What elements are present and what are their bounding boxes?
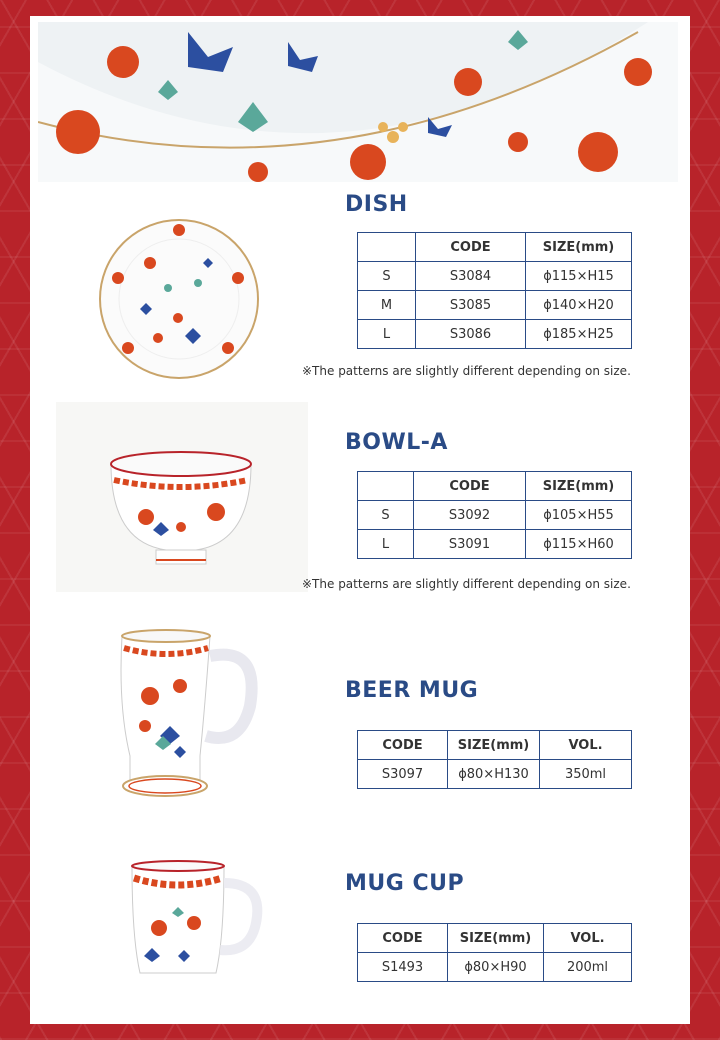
mug-cup-title: MUG CUP bbox=[345, 871, 465, 896]
table-header-cell: SIZE(mm) bbox=[526, 233, 632, 262]
dimension-cell: ϕ140×H20 bbox=[526, 291, 632, 320]
dimension-cell: ϕ185×H25 bbox=[526, 320, 632, 349]
beer-mug-title: BEER MUG bbox=[345, 678, 479, 703]
table-row bbox=[358, 530, 632, 559]
bowl-title: BOWL-A bbox=[345, 430, 448, 455]
table-header-cell: CODE bbox=[416, 233, 526, 262]
size-cell: L bbox=[358, 320, 416, 349]
dimension-cell: ϕ115×H15 bbox=[526, 262, 632, 291]
code-cell: S3092 bbox=[414, 501, 526, 530]
table-header-row bbox=[358, 924, 632, 953]
table-header-cell: VOL. bbox=[540, 731, 632, 760]
bowl-spec-table bbox=[357, 471, 632, 559]
table-row bbox=[358, 291, 632, 320]
code-cell: S3085 bbox=[416, 291, 526, 320]
dimension-cell: ϕ80×H90 bbox=[448, 953, 544, 982]
table-header-cell: SIZE(mm) bbox=[448, 924, 544, 953]
table-row bbox=[358, 320, 632, 349]
table-header-cell: SIZE(mm) bbox=[526, 472, 632, 501]
dish-spec-table bbox=[357, 232, 632, 349]
size-cell: M bbox=[358, 291, 416, 320]
table-header-row bbox=[358, 731, 632, 760]
code-cell: S1493 bbox=[358, 953, 448, 982]
code-cell: S3084 bbox=[416, 262, 526, 291]
table-header-cell: CODE bbox=[358, 924, 448, 953]
table-header-cell bbox=[358, 472, 414, 501]
code-cell: S3086 bbox=[416, 320, 526, 349]
dimension-cell: ϕ115×H60 bbox=[526, 530, 632, 559]
bowl-image bbox=[56, 402, 308, 592]
dimension-cell: ϕ105×H55 bbox=[526, 501, 632, 530]
dimension-cell: ϕ80×H130 bbox=[448, 760, 540, 789]
dish-title: DISH bbox=[345, 192, 408, 217]
hero-porcelain-image bbox=[38, 22, 678, 182]
size-cell: S bbox=[358, 501, 414, 530]
volume-cell: 200ml bbox=[544, 953, 632, 982]
mug-cup-image bbox=[124, 858, 264, 980]
table-row bbox=[358, 262, 632, 291]
table-header-cell: CODE bbox=[358, 731, 448, 760]
table-header-cell: CODE bbox=[414, 472, 526, 501]
beer-mug-spec-table bbox=[357, 730, 632, 789]
table-header-cell: SIZE(mm) bbox=[448, 731, 540, 760]
table-header-cell bbox=[358, 233, 416, 262]
dish-image bbox=[98, 218, 260, 380]
beer-mug-image bbox=[110, 626, 260, 804]
table-row bbox=[358, 501, 632, 530]
table-row bbox=[358, 953, 632, 982]
table-header-row bbox=[358, 233, 632, 262]
mug-cup-spec-table bbox=[357, 923, 632, 982]
volume-cell: 350ml bbox=[540, 760, 632, 789]
code-cell: S3091 bbox=[414, 530, 526, 559]
table-header-cell: VOL. bbox=[544, 924, 632, 953]
size-cell: L bbox=[358, 530, 414, 559]
bowl-note: ※The patterns are slightly different depending on size. bbox=[302, 577, 631, 591]
size-cell: S bbox=[358, 262, 416, 291]
dish-note: ※The patterns are slightly different depending on size. bbox=[302, 364, 631, 378]
content-panel bbox=[30, 16, 690, 1024]
table-row bbox=[358, 760, 632, 789]
table-header-row bbox=[358, 472, 632, 501]
code-cell: S3097 bbox=[358, 760, 448, 789]
